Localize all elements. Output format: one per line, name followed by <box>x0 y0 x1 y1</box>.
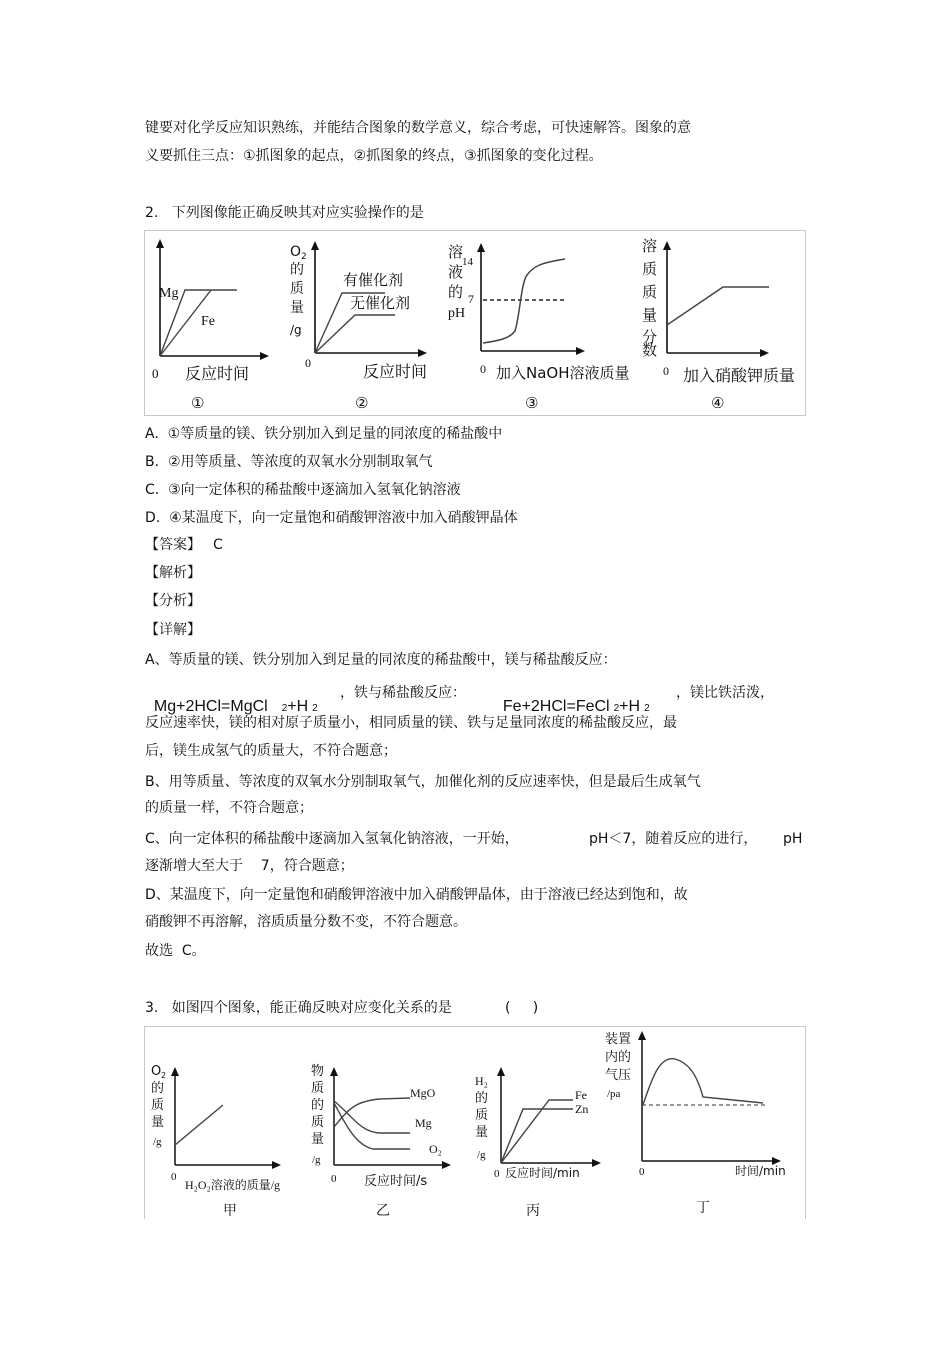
y-label-4: 量 <box>151 1115 165 1130</box>
jiexi-label: 【解析】 <box>145 565 201 581</box>
y-label-3: 质 <box>475 1108 489 1123</box>
q2-figures-svg <box>145 231 805 415</box>
y-label-2: 内的 <box>605 1050 632 1065</box>
y-label-3: 气压 <box>605 1068 632 1083</box>
explain-c-1b: pH＜7，随着反应的进行， <box>589 831 758 847</box>
figure-mark: 丁 <box>696 1200 710 1216</box>
intro-line-2: 义要抓住三点：①抓图象的起点，②抓图象的终点，③抓图象的变化过程。 <box>145 148 603 164</box>
y-label-3: 的 <box>311 1098 325 1113</box>
q2-option-a: A. ①等质量的镁、铁分别加入到足量的同浓度的稀盐酸中 <box>145 426 503 442</box>
explain-c-1c: pH <box>783 831 803 847</box>
q2-option-b: B. ②用等质量、等浓度的双氧水分别制取氧气 <box>145 454 433 470</box>
explain-a-intro: A、等质量的镁、铁分别加入到足量的同浓度的稀盐酸中，镁与稀盐酸反应： <box>145 652 617 668</box>
q2-stem: 2. 下列图像能正确反映其对应实验操作的是 <box>145 205 424 221</box>
figure-mark: ① <box>191 394 205 412</box>
q2-figure-1 <box>152 239 269 412</box>
q2-figure-2 <box>290 241 427 412</box>
y-label-4: 量 <box>290 300 304 316</box>
x-axis-label: 反应时间/s <box>364 1174 428 1189</box>
y-label-4: 质 <box>311 1115 325 1130</box>
y-label-2: 的 <box>151 1081 165 1096</box>
fe-equation-part2: +H <box>619 698 641 715</box>
y-label-1: 物 <box>311 1064 325 1079</box>
no-catalyst-line <box>315 315 395 353</box>
q3-paren: ( ) <box>505 1000 539 1016</box>
explain-c-1a: C、向一定体积的稀盐酸中逐滴加入氢氧化钠溶液，一开始， <box>145 831 519 847</box>
fecl2-subscript: 2 <box>613 703 620 714</box>
y-label-2: 的 <box>475 1091 489 1106</box>
q3-figure-jia <box>151 1064 281 1219</box>
final-choice: 故选 C。 <box>145 943 206 959</box>
mass-fraction-line <box>667 287 769 325</box>
q2-figure-3 <box>448 243 630 412</box>
y-label-4: pH <box>448 306 466 321</box>
o2-label: O₂ <box>429 1142 442 1156</box>
mg-label: Mg <box>159 286 179 301</box>
q2-figure-panel <box>144 230 806 416</box>
answer-line <box>145 535 223 555</box>
xiangjie-label: 【详解】 <box>145 622 201 638</box>
q2-option-c: C. ③向一定体积的稀盐酸中逐滴加入氢氧化钠溶液 <box>145 482 461 498</box>
intro-line-1: 键要对化学反应知识熟练，并能结合图象的数学意义，综合考虑，可快速解答。图象的意 <box>145 120 691 136</box>
x-axis-label: 加入硝酸钾质量 <box>683 366 796 385</box>
mg-equation-part2: +H <box>287 698 309 715</box>
y-label-1: H₂ <box>475 1074 488 1088</box>
catalyst-label: 有催化剂 <box>343 271 404 289</box>
origin-label: 0 <box>331 1173 337 1185</box>
explain-b-2: 的质量一样，不符合题意； <box>145 800 313 816</box>
y-label-2: 液 <box>448 263 464 281</box>
x-axis-label: 加入NaOH溶液质量 <box>496 364 630 382</box>
fe-label: Fe <box>201 314 215 329</box>
y-label-3: 质 <box>151 1098 165 1113</box>
tail-text: ，镁比铁活泼， <box>676 685 774 701</box>
y-label-3: 的 <box>448 283 464 301</box>
mg-curve <box>334 1101 410 1133</box>
y-label-1: O <box>151 1064 162 1079</box>
pressure-curve <box>642 1059 763 1107</box>
h2-subscript-2: 2 <box>644 703 650 714</box>
explain-c-2: 逐渐增大至大于 7，符合题意； <box>145 858 354 874</box>
figure-mark: ② <box>355 394 369 412</box>
explain-d-1: D、某温度下，向一定量饱和硝酸钾溶液中加入硝酸钾晶体，由于溶液已经达到饱和，故 <box>145 887 688 903</box>
figure-mark: 丙 <box>526 1203 540 1219</box>
x-axis-label: 反应时间 <box>185 364 250 383</box>
y-label-6: 数 <box>642 341 658 359</box>
y-label-1: 溶 <box>448 243 464 261</box>
q3-figure-yi <box>311 1063 451 1219</box>
y-label-2: 的 <box>290 262 304 278</box>
q3-figure-panel <box>144 1026 806 1219</box>
y-label-sub: 2 <box>301 252 307 262</box>
origin-label: 0 <box>480 362 486 376</box>
mgo-label: MgO <box>410 1086 436 1100</box>
x-axis-label: 时间/min <box>735 1164 786 1178</box>
q3-stem: 3. 如图四个图象，能正确反映对应变化关系的是 <box>145 1000 452 1016</box>
y-label-2: 质 <box>642 260 658 278</box>
origin-label: 0 <box>639 1166 645 1178</box>
y-label-5: 分 <box>642 328 658 346</box>
fe-label: Fe <box>575 1088 587 1102</box>
explain-a-3: 后，镁生成氢气的质量大，不符合题意； <box>145 743 397 759</box>
o2-curve <box>334 1103 410 1149</box>
o2-line <box>175 1105 223 1145</box>
mid-text: ，铁与稀盐酸反应： <box>340 685 466 701</box>
y-label-1: 装置 <box>605 1032 632 1047</box>
y-label-1: 溶 <box>642 237 658 255</box>
q2-figure-4 <box>642 237 795 412</box>
mgcl2-subscript: 2 <box>281 703 288 714</box>
y-label-5: /g <box>153 1136 162 1148</box>
figure-mark: 乙 <box>376 1203 390 1219</box>
figure-mark: 甲 <box>223 1203 237 1219</box>
q3-figure-bing <box>475 1067 601 1219</box>
q3-figures-svg <box>145 1027 805 1219</box>
x-axis-label: 反应时间/min <box>505 1166 580 1180</box>
answer-label: 【答案】 <box>145 537 201 553</box>
mg-equation <box>145 680 318 716</box>
mg-equation-part1: Mg+2HCl=MgCl <box>153 698 268 715</box>
q2-option-d: D. ④某温度下，向一定量饱和硝酸钾溶液中加入硝酸钾晶体 <box>145 510 518 526</box>
origin-label: 0 <box>663 364 669 378</box>
ph-curve <box>483 259 565 343</box>
y-label-sub: 2 <box>161 1071 167 1080</box>
origin-label: 0 <box>494 1168 500 1180</box>
fe-equation-part1: Fe+2HCl=FeCl <box>502 698 610 715</box>
x-axis-label: 反应时间 <box>363 362 428 381</box>
no-catalyst-label: 无催化剂 <box>350 294 411 312</box>
origin-label: 0 <box>152 366 159 381</box>
origin-label: 0 <box>305 356 311 370</box>
figure-mark: ③ <box>525 394 539 412</box>
y-label-1: O <box>290 244 302 260</box>
zn-label: Zn <box>575 1102 589 1116</box>
explain-d-2: 硝酸钾不再溶解，溶质质量分数不变，不符合题意。 <box>145 914 467 930</box>
figure-mark: ④ <box>711 394 725 412</box>
x-axis-label: H₂O₂溶液的质量/g <box>185 1178 281 1192</box>
zn-line <box>501 1109 573 1163</box>
y-label-5: 量 <box>311 1132 325 1147</box>
y-label-5: /g <box>477 1149 486 1161</box>
mg-label: Mg <box>415 1116 432 1130</box>
y-label-3: 质 <box>642 283 658 301</box>
y-label-5: /g <box>290 323 302 337</box>
h2-subscript: 2 <box>312 703 318 714</box>
y-label-4: 量 <box>475 1125 489 1140</box>
answer-value: C <box>213 537 223 553</box>
y-label-2: 质 <box>311 1081 325 1096</box>
y-label-4: 量 <box>642 306 658 324</box>
fenxi-label: 【分析】 <box>145 593 201 609</box>
tick-7: 7 <box>468 292 474 306</box>
q3-figure-ding <box>605 1031 786 1216</box>
fe-equation <box>494 680 650 716</box>
origin-label: 0 <box>171 1171 177 1183</box>
tick-14: 14 <box>462 256 473 268</box>
explain-a-2: 反应速率快，镁的相对原子质量小，相同质量的镁、铁与足量同浓度的稀盐酸反应，最 <box>145 715 677 731</box>
y-label-3: 质 <box>290 281 304 297</box>
explain-b-1: B、用等质量、等浓度的双氧水分别制取氧气，加催化剂的反应速率快，但是最后生成氧气 <box>145 774 701 790</box>
y-label-6: /g <box>312 1154 321 1166</box>
y-label-4: /pa <box>607 1088 621 1100</box>
